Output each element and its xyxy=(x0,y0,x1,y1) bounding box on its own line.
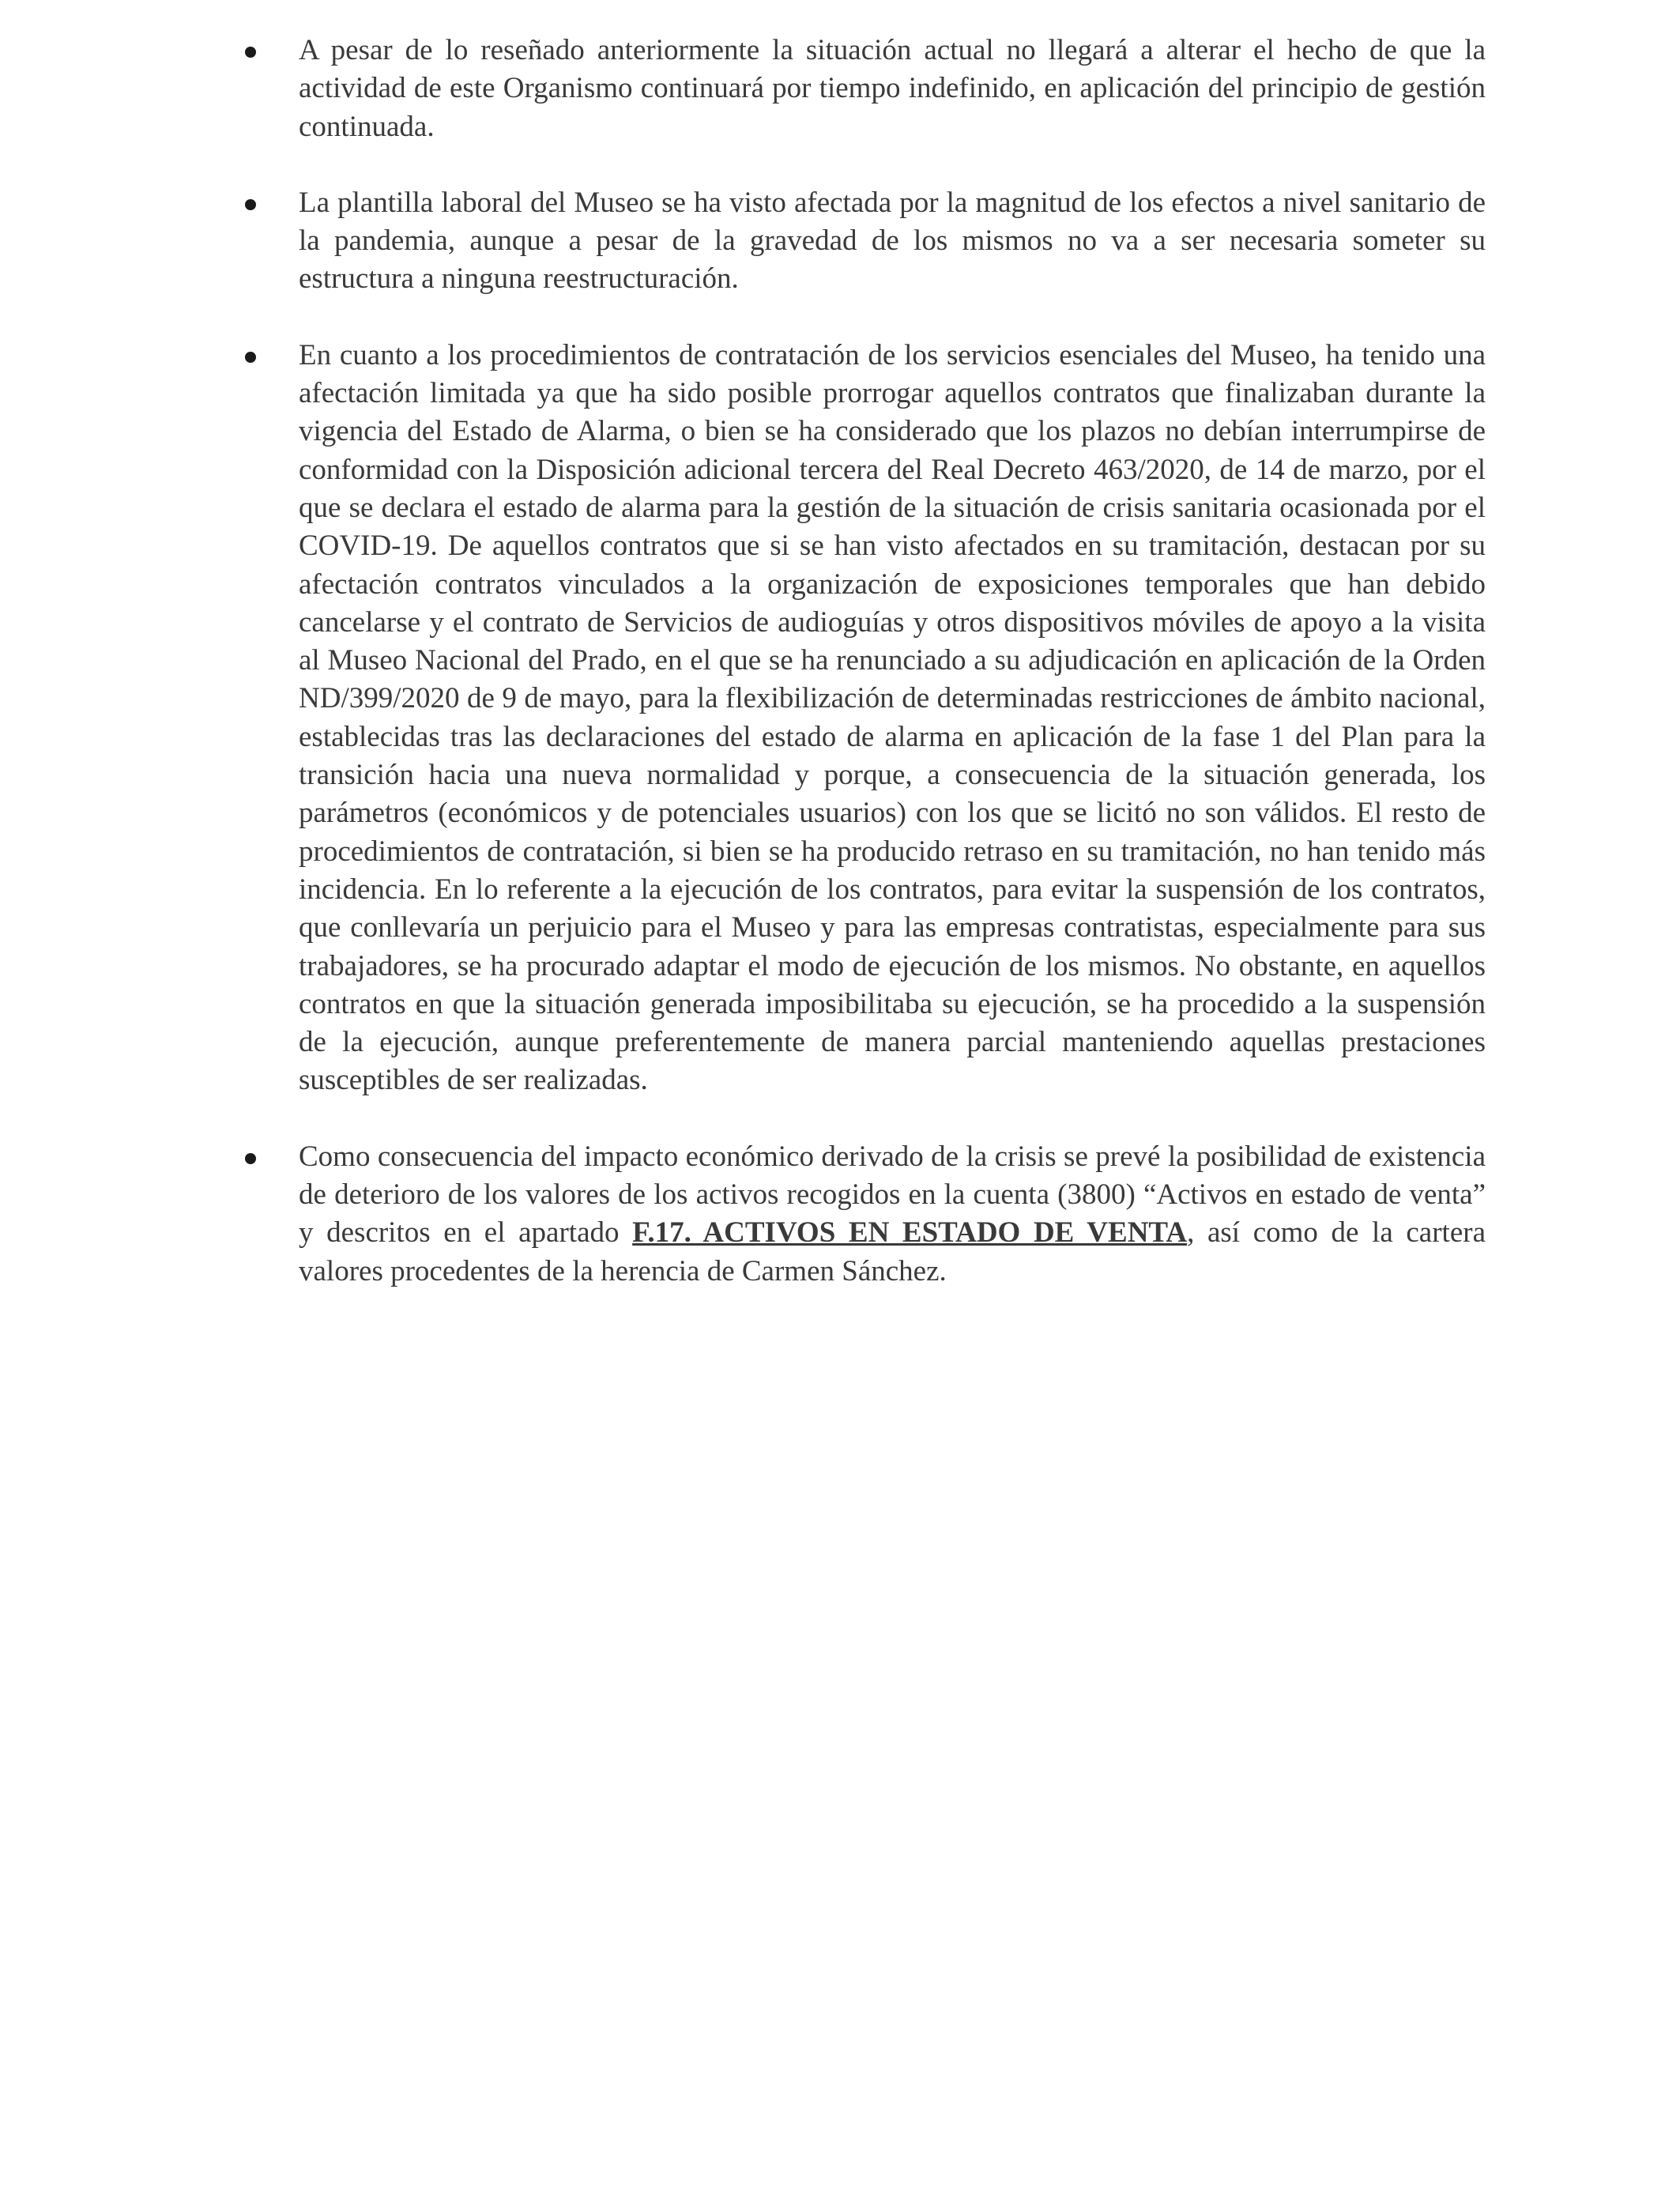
bullet-icon xyxy=(245,47,256,58)
list-item xyxy=(237,337,1486,1100)
section-reference-link[interactable]: F.17. ACTIVOS EN ESTADO DE VENTA xyxy=(632,1216,1188,1250)
paragraph-text-before: Como consecuencia del impacto económico derivado de la crisis se prevé la posibilidad de existencia de deterioro de los valores de los activos recogidos en la cuenta (3800) “Activos en estado de venta” y descritos en el apartado xyxy=(299,1140,1486,1250)
list-item xyxy=(237,1138,1486,1291)
paragraph-deterioro xyxy=(299,1138,1486,1291)
bullet-icon xyxy=(245,352,256,363)
paragraph-plantilla: La plantilla laboral del Museo se ha visto afectada por la magnitud de los efectos a nivel sanitario de la pandemia, aunque a pesar de la gravedad de los mismos no va a ser necesaria someter su estructura a ninguna reestructuración. xyxy=(299,186,1486,296)
list-item xyxy=(237,32,1486,146)
paragraph-continuidad: A pesar de lo reseñado anteriormente la situación actual no llegará a alterar el hecho de que la actividad de este Organismo continuará por tiempo indefinido, en aplicación del principio de gestión continuada. xyxy=(299,34,1486,143)
list-item xyxy=(237,184,1486,299)
paragraph-text-after: , así como de la cartera valores procedentes de la herencia de Carmen Sánchez. xyxy=(299,1216,1486,1287)
bullet-list xyxy=(237,32,1486,1329)
bullet-icon xyxy=(245,199,256,210)
paragraph-contratacion: En cuanto a los procedimientos de contratación de los servicios esenciales del Museo, ha tenido una afectación limitada ya que ha sido posible prorrogar aquellos contratos que finalizaban durante la vigencia del Estado de Alarma, o bien se ha considerado que los plazos no debían interrumpirse de conformidad con la Disposición adicional tercera del Real Decreto 463/2020, de 14 de marzo, por el que se declara el estado de alarma para la gestión de la situación de crisis sanitaria ocasionada por el COVID-19. De aquellos contratos que si se han visto afectados en su tramitación, destacan por su afectación contratos vinculados a la organización de exposiciones temporales que han debido cancelarse y el contrato de Servicios de audioguías y otros dispositivos móviles de apoyo a la visita al Museo Nacional del Prado, en el que se ha renunciado a su adjudicación en aplicación de la Orden ND/399/2020 de 9 de mayo, para la flexibilización de determinadas restricciones de ámbito nacional, establecidas tras las declaraciones del estado de alarma en aplicación de la fase 1 del Plan para la transición hacia una nueva normalidad y porque, a consecuencia de la situación generada, los parámetros (económicos y de potenciales usuarios) con los que se licitó no son válidos. El resto de procedimientos de contratación, si bien se ha producido retraso en su tramitación, no han tenido más incidencia. En lo referente a la ejecución de los contratos, para evitar la suspensión de los contratos, que conllevaría un perjuicio para el Museo y para las empresas contratistas, especialmente para sus trabajadores, se ha procurado adaptar el modo de ejecución de los mismos. No obstante, en aquellos contratos en que la situación generada imposibilitaba su ejecución, se ha procedido a la suspensión de la ejecución, aunque preferentemente de manera parcial manteniendo aquellas prestaciones susceptibles de ser realizadas. xyxy=(299,338,1486,1097)
bullet-icon xyxy=(245,1153,256,1164)
